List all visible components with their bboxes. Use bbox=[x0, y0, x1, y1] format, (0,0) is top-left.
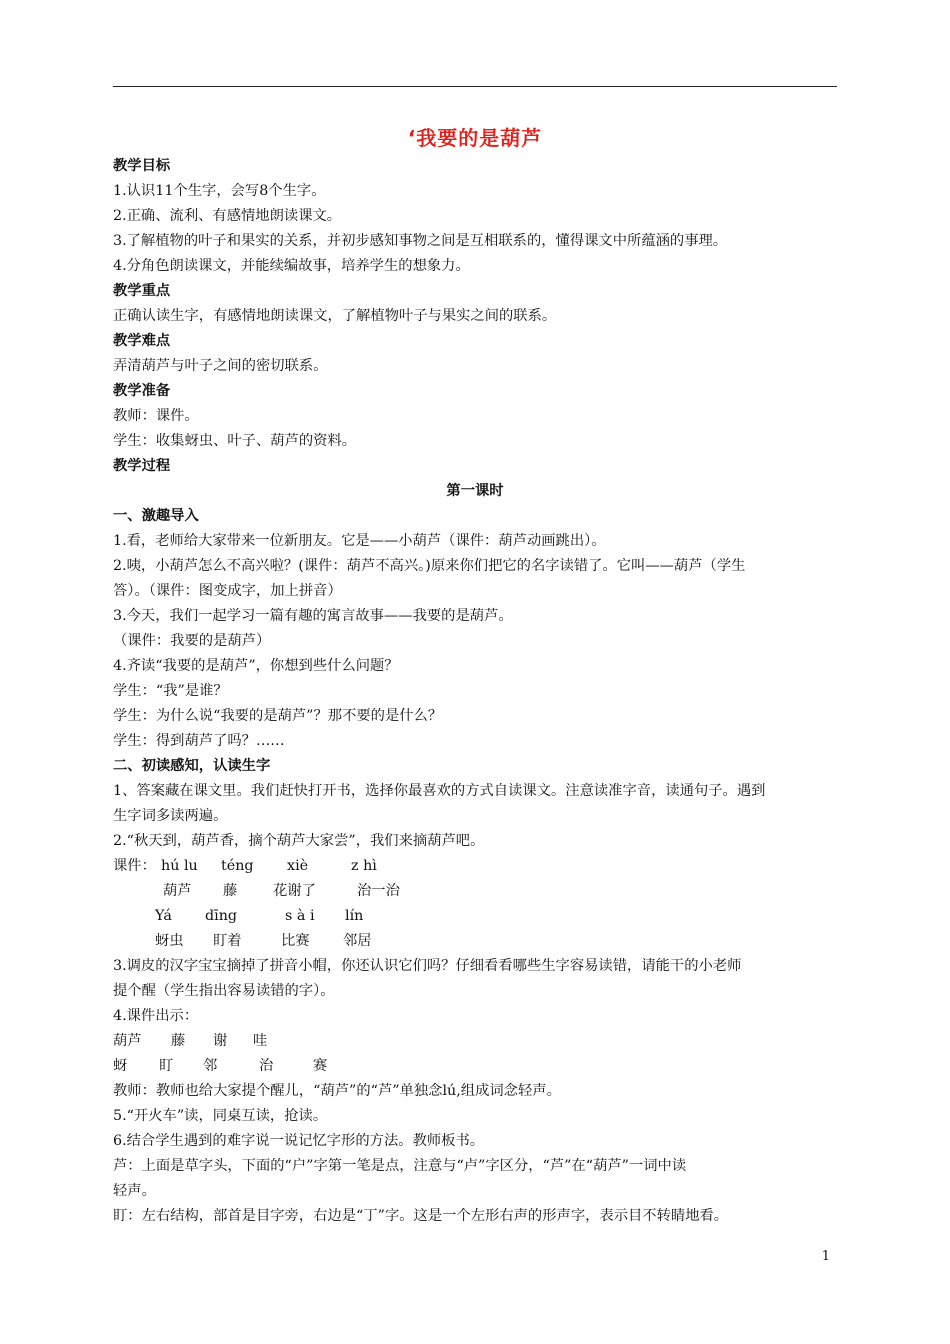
char: 谢 bbox=[213, 1033, 228, 1049]
section1-line: 学生：得到葫芦了吗？…… bbox=[113, 733, 285, 749]
pinyin: xiè bbox=[287, 858, 309, 874]
page-number: 1 bbox=[821, 1249, 830, 1264]
word-row bbox=[113, 929, 837, 954]
section2-line: 3.调皮的汉字宝宝摘掉了拼音小帽，你还认识它们吗？仔细看看哪些生字容易读错，请能干的小老师 bbox=[113, 958, 742, 974]
goal-item: 1.认识11个生字，会写8个生字。 bbox=[113, 183, 326, 199]
process-heading: 教学过程 bbox=[113, 458, 171, 474]
word: 治一治 bbox=[357, 883, 400, 899]
char: 治 bbox=[259, 1058, 274, 1074]
pinyin: s à i bbox=[285, 908, 315, 924]
document-page bbox=[113, 126, 837, 1229]
section2-line: 盯：左右结构，部首是目字旁，右边是“丁”字。这是一个左形右声的形声字，表示目不转睛地看。 bbox=[113, 1208, 729, 1224]
section2-line: 教师：教师也给大家提个醒儿，“葫芦”的“芦”单独念lú,组成词念轻声。 bbox=[113, 1083, 561, 1099]
pinyin: téng bbox=[221, 858, 254, 874]
word: 花谢了 bbox=[273, 883, 316, 899]
char: 赛 bbox=[313, 1058, 328, 1074]
document-title: ‘我要的是葫芦 bbox=[407, 126, 543, 150]
word: 葫芦 bbox=[163, 883, 192, 899]
section2-line: 生字词多读两遍。 bbox=[113, 808, 228, 824]
char: 邻 bbox=[203, 1058, 218, 1074]
pinyin: dīng bbox=[205, 908, 238, 924]
goal-item: 2.正确、流利、有感情地朗读课文。 bbox=[113, 208, 342, 224]
difficulties-heading: 教学难点 bbox=[113, 333, 171, 349]
char: 蚜 bbox=[113, 1058, 128, 1074]
section1-line: 4.齐读“我要的是葫芦”，你想到些什么问题？ bbox=[113, 658, 399, 674]
section1-line: 答）。（课件：图变成字，加上拼音） bbox=[113, 583, 342, 599]
word: 比赛 bbox=[281, 933, 310, 949]
section2-heading: 二、初读感知，认读生字 bbox=[113, 758, 271, 774]
section1-line: 1.看，老师给大家带来一位新朋友。它是——小葫芦（课件：葫芦动画跳出）。 bbox=[113, 533, 606, 549]
char: 藤 bbox=[171, 1033, 186, 1049]
word-row bbox=[113, 879, 837, 904]
goal-item: 4.分角色朗读课文，并能续编故事，培养学生的想象力。 bbox=[113, 258, 470, 274]
preparation-student: 学生：收集蚜虫、叶子、葫芦的资料。 bbox=[113, 433, 357, 449]
char: 葫芦 bbox=[113, 1033, 142, 1049]
section2-line: 4.课件出示： bbox=[113, 1008, 199, 1024]
section2-line: 轻声。 bbox=[113, 1183, 156, 1199]
pinyin: Yá bbox=[155, 908, 172, 924]
pinyin: z hì bbox=[351, 858, 377, 874]
header-rule bbox=[113, 86, 837, 87]
section1-line: 学生：“我”是谁？ bbox=[113, 683, 228, 699]
char-row bbox=[113, 1054, 837, 1079]
section1-line: 3.今天，我们一起学习一篇有趣的寓言故事——我要的是葫芦。 bbox=[113, 608, 513, 624]
lesson-heading: 第一课时 bbox=[446, 483, 504, 499]
section2-line: 5.“开火车”读，同桌互读，抢读。 bbox=[113, 1108, 328, 1124]
word: 邻居 bbox=[343, 933, 372, 949]
section1-line: （课件：我要的是葫芦） bbox=[113, 633, 271, 649]
char: 哇 bbox=[253, 1033, 268, 1049]
goal-item: 3.了解植物的叶子和果实的关系，并初步感知事物之间是互相联系的，懂得课文中所蕴涵的事理。 bbox=[113, 233, 728, 249]
char: 盯 bbox=[159, 1058, 174, 1074]
preparation-teacher: 教师：课件。 bbox=[113, 408, 199, 424]
word: 藤 bbox=[223, 883, 238, 899]
key-points-heading: 教学重点 bbox=[113, 283, 171, 299]
section2-line: 1、答案藏在课文里。我们赶快打开书，选择你最喜欢的方式自读课文。注意读准字音，读通句子。遇到 bbox=[113, 783, 766, 799]
section1-heading: 一、激趣导入 bbox=[113, 508, 199, 524]
pinyin-row bbox=[113, 854, 837, 879]
pinyin-row bbox=[113, 904, 837, 929]
difficulties-text: 弄清葫芦与叶子之间的密切联系。 bbox=[113, 358, 328, 374]
section2-line: 6.结合学生遇到的难字说一说记忆字形的方法。教师板书。 bbox=[113, 1133, 485, 1149]
section1-line: 2.咦，小葫芦怎么不高兴啦？(课件：葫芦不高兴。)原来你们把它的名字读错了。它叫——葫芦（学生 bbox=[113, 558, 746, 574]
goals-heading: 教学目标 bbox=[113, 158, 171, 174]
section1-line: 学生：为什么说“我要的是葫芦”？那不要的是什么？ bbox=[113, 708, 443, 724]
word: 盯着 bbox=[213, 933, 242, 949]
preparation-heading: 教学准备 bbox=[113, 383, 171, 399]
pinyin: hú lu bbox=[161, 858, 198, 874]
char-row bbox=[113, 1029, 837, 1054]
section2-line: 提个醒（学生指出容易读错的字）。 bbox=[113, 983, 335, 999]
word: 蚜虫 bbox=[155, 933, 184, 949]
pinyin: lín bbox=[345, 908, 364, 924]
key-points-text: 正确认读生字，有感情地朗读课文，了解植物叶子与果实之间的联系。 bbox=[113, 308, 557, 324]
section2-line: 芦：上面是草字头，下面的“户”字第一笔是点，注意与“卢”字区分，“芦”在“葫芦”一词中读 bbox=[113, 1158, 687, 1174]
section2-line: 2.“秋天到，葫芦香，摘个葫芦大家尝”，我们来摘葫芦吧。 bbox=[113, 833, 485, 849]
courseware-label: 课件： bbox=[113, 858, 156, 874]
